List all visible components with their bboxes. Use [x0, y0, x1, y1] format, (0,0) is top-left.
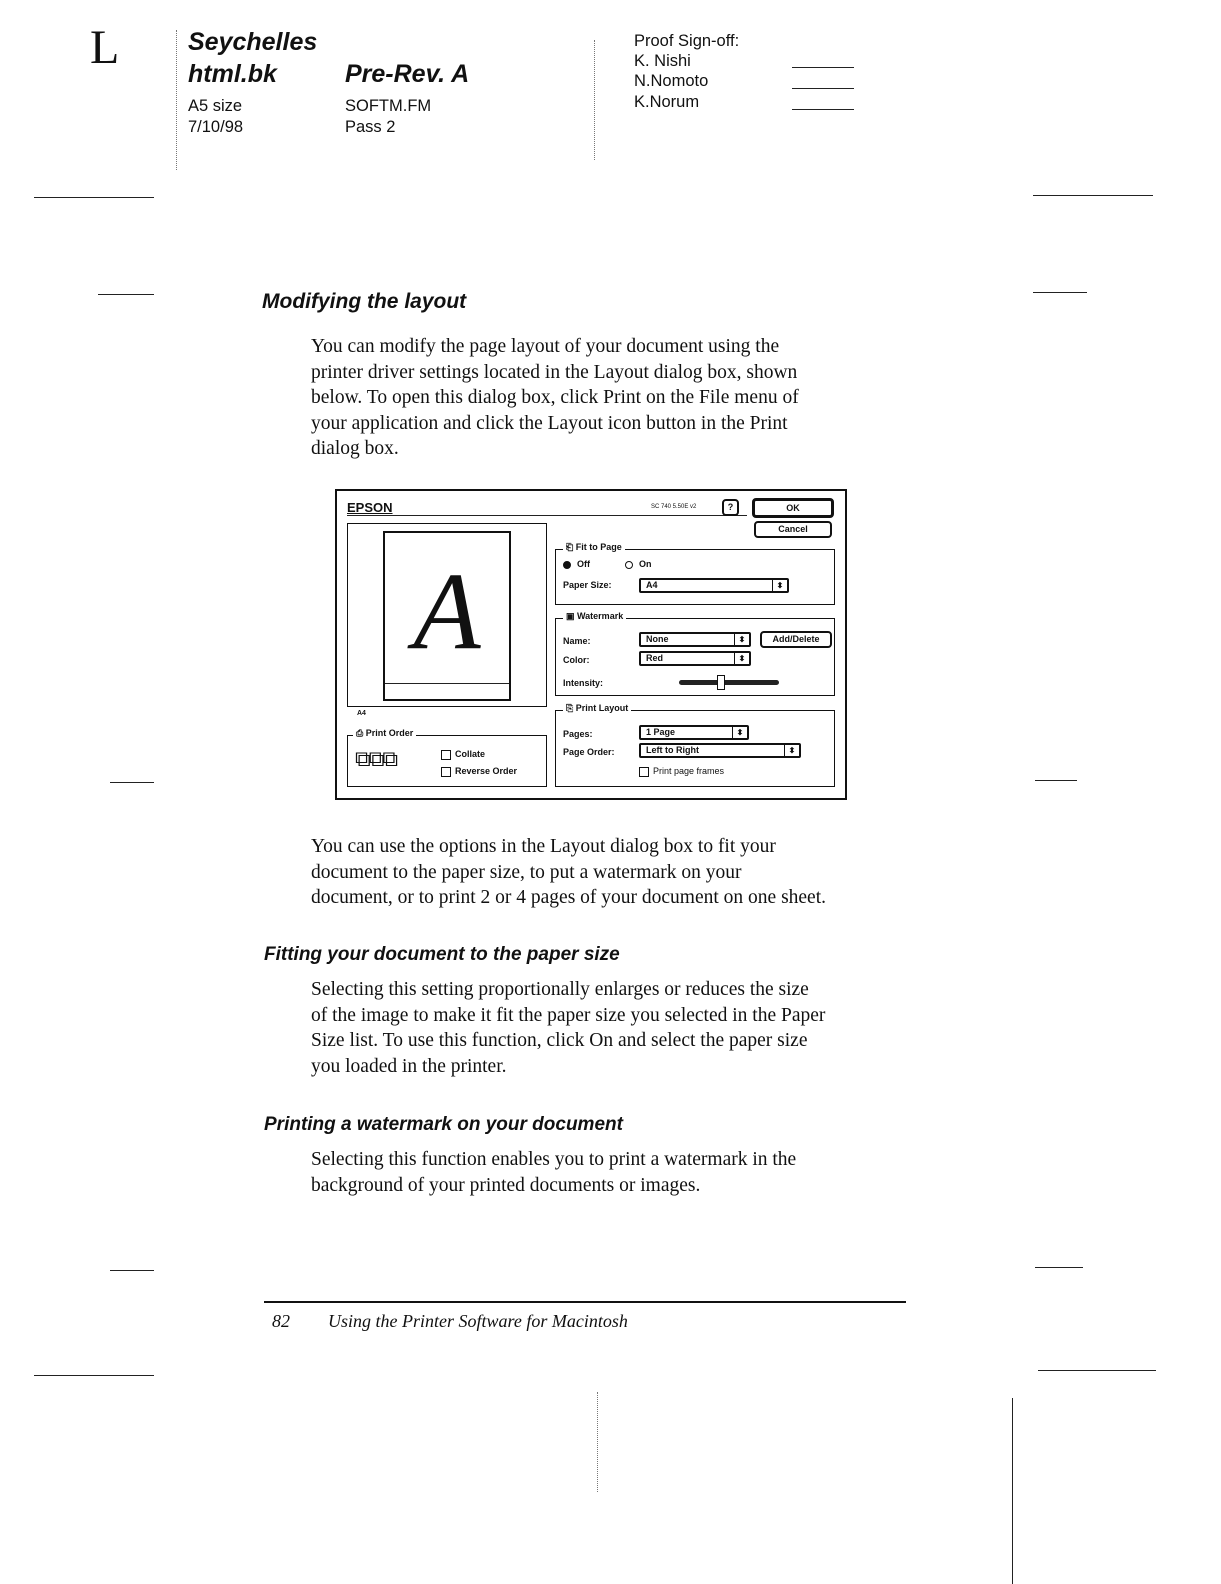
- fit-section-title: Fitting your document to the paper size: [264, 944, 620, 965]
- book-file: html.bk: [188, 60, 277, 88]
- fit-to-page-group: [555, 549, 835, 605]
- updown-arrow-icon: ⬍: [772, 580, 787, 591]
- proof-title: Proof Sign-off:: [634, 32, 740, 50]
- epson-logo: EPSON: [347, 500, 393, 515]
- ok-button[interactable]: OK: [752, 498, 834, 518]
- layout-dialog: [335, 489, 847, 800]
- fit-paragraph: Selecting this setting proportionally enlarges or reduces the size of the image to make it fit the paper size you selected in the Paper Size list. To use this function, click On and select the paper size you loaded in the printer.: [311, 979, 826, 1077]
- pass-number: Pass 2: [345, 118, 396, 136]
- revision: Pre-Rev. A: [345, 60, 470, 88]
- radio-icon: [625, 561, 633, 569]
- section-title: Modifying the layout: [262, 290, 467, 313]
- fold-mark: [594, 40, 595, 160]
- watermark-name-select[interactable]: None ⬍: [639, 632, 751, 647]
- title-rule: [347, 515, 747, 516]
- intensity-slider[interactable]: [679, 680, 779, 685]
- updown-arrow-icon: ⬍: [734, 634, 749, 645]
- chapter-letter: L: [90, 21, 120, 74]
- intensity-label: Intensity:: [563, 678, 604, 688]
- crop-mark: [1012, 1398, 1013, 1584]
- print-order-title: ⎙ Print Order: [353, 728, 416, 739]
- fit-to-page-title: ⎗ Fit to Page: [563, 542, 625, 553]
- pages-select[interactable]: 1 Page ⬍: [639, 725, 749, 740]
- page-size: A5 size: [188, 97, 243, 115]
- crop-mark: [1033, 195, 1153, 196]
- crop-mark: [1035, 1267, 1083, 1268]
- watermark-color-select[interactable]: Red ⬍: [639, 651, 751, 666]
- date: 7/10/98: [188, 118, 244, 136]
- help-button[interactable]: ?: [722, 499, 739, 516]
- signature-line: [792, 88, 854, 89]
- watermark-title: ▣ Watermark: [563, 611, 626, 622]
- driver-version: SC 740 5.50E v2: [651, 504, 697, 510]
- fold-mark: [597, 1392, 598, 1492]
- page-number: 82: [272, 1311, 290, 1331]
- fit-off-radio[interactable]: Off: [563, 559, 590, 569]
- intensity-slider-thumb[interactable]: [717, 675, 725, 690]
- updown-arrow-icon: ⬍: [734, 653, 749, 664]
- frame-file: SOFTM.FM: [345, 97, 432, 115]
- paper-size-select[interactable]: A4 ⬍: [639, 578, 789, 593]
- pages-label: Pages:: [563, 729, 593, 739]
- updown-arrow-icon: ⬍: [732, 727, 747, 738]
- preview-page: [383, 531, 511, 701]
- watermark-color-label: Color:: [563, 655, 590, 665]
- collate-checkbox[interactable]: Collate: [441, 749, 485, 760]
- updown-arrow-icon: ⬍: [784, 745, 799, 756]
- cancel-button[interactable]: Cancel: [754, 521, 832, 538]
- radio-selected-icon: [563, 561, 571, 569]
- print-layout-icon: ⎘: [566, 703, 576, 713]
- page-stack-icons: ⧉⧉⧉: [355, 747, 397, 772]
- checkbox-icon: [639, 767, 649, 777]
- crop-mark: [110, 1270, 154, 1271]
- page-order-label: Page Order:: [563, 747, 615, 757]
- print-page-frames-checkbox[interactable]: Print page frames: [639, 766, 724, 777]
- add-delete-button[interactable]: Add/Delete: [760, 631, 832, 648]
- watermark-name-label: Name:: [563, 636, 591, 646]
- reverse-order-checkbox[interactable]: Reverse Order: [441, 766, 517, 777]
- fit-on-radio[interactable]: On: [625, 559, 652, 569]
- print-layout-title: ⎘ Print Layout: [563, 703, 631, 714]
- preview-page-edge: [385, 683, 509, 684]
- signer: K.Norum: [634, 93, 700, 111]
- crop-mark: [34, 1375, 154, 1376]
- book-name: Seychelles: [188, 28, 318, 56]
- signature-line: [792, 109, 854, 110]
- signer: N.Nomoto: [634, 72, 709, 90]
- page-order-select[interactable]: Left to Right ⬍: [639, 743, 801, 758]
- paper-size-label: Paper Size:: [563, 580, 612, 590]
- intro-paragraph: You can modify the page layout of your document using the printer driver settings located in the Layout dialog box, shown below. To open this dialog box, click Print on the File menu of your application and click the Layout icon button in the Print dialog box.: [311, 336, 799, 459]
- crop-mark: [34, 197, 154, 198]
- footer-title: Using the Printer Software for Macintosh: [328, 1311, 628, 1331]
- print-order-icon: ⎙: [356, 728, 366, 738]
- signer: K. Nishi: [634, 52, 691, 70]
- crop-mark: [98, 294, 154, 295]
- watermark-section-title: Printing a watermark on your document: [264, 1114, 623, 1135]
- watermark-paragraph: Selecting this function enables you to print a watermark in the background of your printed documents or images.: [311, 1149, 797, 1196]
- checkbox-icon: [441, 767, 451, 777]
- crop-mark: [1035, 780, 1077, 781]
- signature-line: [792, 67, 854, 68]
- options-paragraph: You can use the options in the Layout dialog box to fit your document to the paper size, to put a watermark on your document, or to print 2 or 4 pages of your document on one sheet.: [311, 836, 827, 908]
- crop-mark: [1033, 292, 1087, 293]
- preview-paper-size: A4: [357, 710, 366, 717]
- preview-letter: A: [413, 550, 481, 672]
- page-icon: ⎗: [566, 542, 576, 552]
- crop-mark: [110, 782, 154, 783]
- checkbox-icon: [441, 750, 451, 760]
- footer-rule: [264, 1301, 906, 1303]
- crop-mark: [1038, 1370, 1156, 1371]
- watermark-icon: ▣: [566, 611, 578, 621]
- fold-mark: [176, 30, 177, 170]
